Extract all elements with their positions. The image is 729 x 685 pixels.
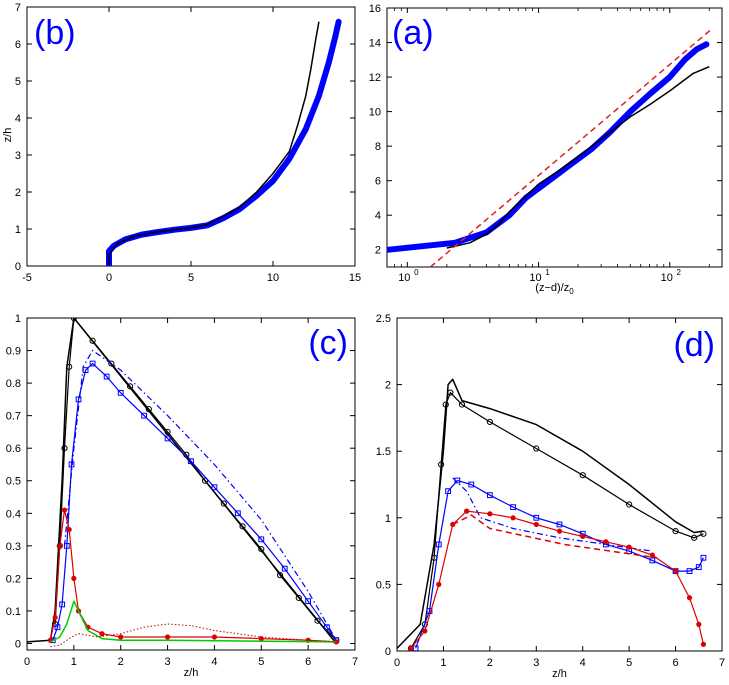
x-axis-label: z/h: [552, 668, 567, 680]
series-line-c-6: [50, 624, 336, 647]
panel-label-b: (b): [34, 14, 76, 52]
y-tick-label: 0: [384, 646, 391, 658]
x-tick-label: 10: [529, 272, 542, 284]
series-point-d-4: [487, 511, 492, 516]
y-tick-label: 2: [374, 244, 381, 257]
series-point-c-4: [71, 576, 76, 581]
series-line-b-1: [109, 22, 319, 265]
x-tick-label: 6: [672, 657, 679, 669]
y-tick-label: 16: [368, 3, 381, 15]
series-point-d-4: [464, 509, 469, 514]
series-line-c-1: [55, 318, 336, 640]
x-tick-label: 0: [393, 657, 401, 669]
x-tick-label: 10: [266, 272, 280, 284]
axes-frame: [397, 318, 722, 651]
series-point-d-4: [696, 622, 701, 627]
chart-panel-b: [2, 2, 361, 284]
y-tick-label: 0.9: [5, 345, 21, 358]
x-tick-label: 2: [486, 657, 493, 669]
x-tick-label: 0: [105, 272, 113, 284]
data-series-group: [27, 315, 339, 646]
x-tick-label: 5: [626, 657, 633, 669]
series-line-d-0: [397, 379, 703, 648]
y-tick-label: 0: [14, 261, 21, 273]
y-tick-label: 0: [14, 638, 21, 651]
y-tick-label: 0.2: [5, 573, 21, 586]
y-tick-label: 10: [368, 106, 381, 119]
y-tick-label: 0.5: [5, 475, 21, 488]
series-line-d-3: [453, 478, 653, 551]
series-point-d-4: [510, 515, 515, 520]
chart-panel-d: [376, 313, 725, 680]
x-tick-label: 4: [579, 657, 586, 669]
y-tick-label: 0.3: [5, 540, 21, 553]
y-tick-label: 1: [14, 224, 21, 236]
x-tick-label: 0: [23, 656, 31, 668]
x-tick-label: 1: [440, 657, 447, 669]
data-series-group: [397, 379, 706, 651]
series-point-c-4: [57, 543, 62, 548]
x-tick-label: 7: [718, 657, 726, 669]
y-tick-label: 0.7: [5, 410, 21, 423]
series-line-a-2: [430, 29, 712, 267]
series-point-c-4: [165, 634, 170, 639]
y-tick-label: 0.8: [5, 378, 21, 391]
y-tick-label: 1.5: [375, 446, 391, 459]
series-line-d-1: [411, 393, 704, 649]
x-tick-label: 5: [258, 656, 265, 668]
x-tick-label: 3: [533, 657, 540, 669]
y-tick-label: 4: [14, 113, 21, 125]
series-point-d-4: [534, 522, 539, 527]
x-tick-label: 10: [660, 272, 673, 284]
chart-panel-c: [6, 313, 358, 679]
data-series-group: [109, 22, 339, 265]
panel-label-d: (d): [673, 326, 715, 364]
y-tick-label: 2: [14, 187, 21, 199]
y-tick-label: 5: [14, 76, 21, 88]
y-tick-label: 6: [374, 175, 381, 188]
series-point-d-1: [701, 531, 706, 536]
series-line-c-3: [65, 351, 337, 641]
x-tick-label: 10: [398, 272, 411, 284]
series-point-c-4: [212, 634, 217, 639]
y-tick-label: 14: [368, 37, 381, 50]
y-tick-label: 1: [14, 313, 21, 325]
y-tick-label: 2.5: [375, 313, 391, 325]
x-tick-label: 3: [164, 656, 171, 668]
y-axis-label: z/h: [2, 127, 14, 143]
series-line-c-4: [50, 510, 336, 642]
panel-label-c: (c): [308, 324, 348, 362]
data-series-group: [389, 29, 712, 267]
y-tick-label: 0.5: [375, 579, 391, 592]
series-point-d-4: [701, 642, 706, 647]
y-tick-label: 0.4: [5, 508, 21, 521]
y-tick-label: 0.1: [5, 605, 21, 618]
y-tick-label: 3: [14, 150, 21, 162]
series-line-a-0: [389, 44, 707, 249]
series-point-d-4: [557, 529, 562, 534]
series-line-c-0: [27, 318, 336, 644]
y-tick-label: 12: [368, 72, 381, 85]
series-point-d-4: [580, 534, 585, 539]
panel-label-a: (a): [392, 14, 434, 52]
x-tick-label: 1: [70, 656, 77, 668]
y-tick-label: 8: [374, 141, 381, 154]
x-tick-label: 15: [348, 272, 362, 284]
x-tick-exponent: 1: [545, 268, 550, 277]
series-point-d-4: [408, 646, 413, 651]
series-point-d-4: [436, 582, 441, 587]
series-line-d-2: [416, 481, 704, 649]
series-line-a-1: [447, 67, 710, 248]
series-point-d-2: [701, 555, 706, 560]
series-point-d-4: [422, 628, 427, 633]
y-tick-label: 7: [14, 2, 21, 14]
series-point-c-4: [118, 634, 123, 639]
series-point-d-4: [603, 539, 608, 544]
x-tick-label: 7: [351, 656, 359, 668]
y-tick-label: 6: [14, 39, 21, 51]
axes-frame: [387, 8, 722, 267]
x-axis-label: z/h: [183, 667, 199, 679]
chart-panel-a: [369, 3, 722, 296]
series-point-d-4: [627, 545, 632, 550]
x-tick-label: 6: [305, 656, 312, 668]
series-point-d-4: [673, 568, 678, 573]
y-tick-label: 2: [384, 379, 391, 392]
x-axis-label: $(z-d)/z_0$: [535, 282, 574, 296]
series-line-b-0: [109, 22, 339, 265]
y-tick-label: 0.6: [5, 443, 21, 456]
x-tick-label: 2: [117, 656, 124, 668]
series-line-c-2: [53, 364, 337, 641]
x-tick-label: 4: [211, 656, 218, 668]
x-tick-exponent: 0: [414, 268, 419, 277]
series-point-c-4: [53, 615, 58, 620]
series-point-d-4: [687, 595, 692, 600]
x-tick-label: -5: [22, 272, 32, 284]
y-tick-label: 1: [384, 512, 391, 525]
series-point-c-4: [99, 631, 104, 636]
x-tick-label: 5: [187, 272, 195, 284]
series-point-c-4: [62, 507, 67, 512]
x-tick-exponent: 2: [676, 268, 682, 277]
series-point-c-4: [67, 527, 72, 532]
y-tick-label: 4: [374, 210, 381, 223]
